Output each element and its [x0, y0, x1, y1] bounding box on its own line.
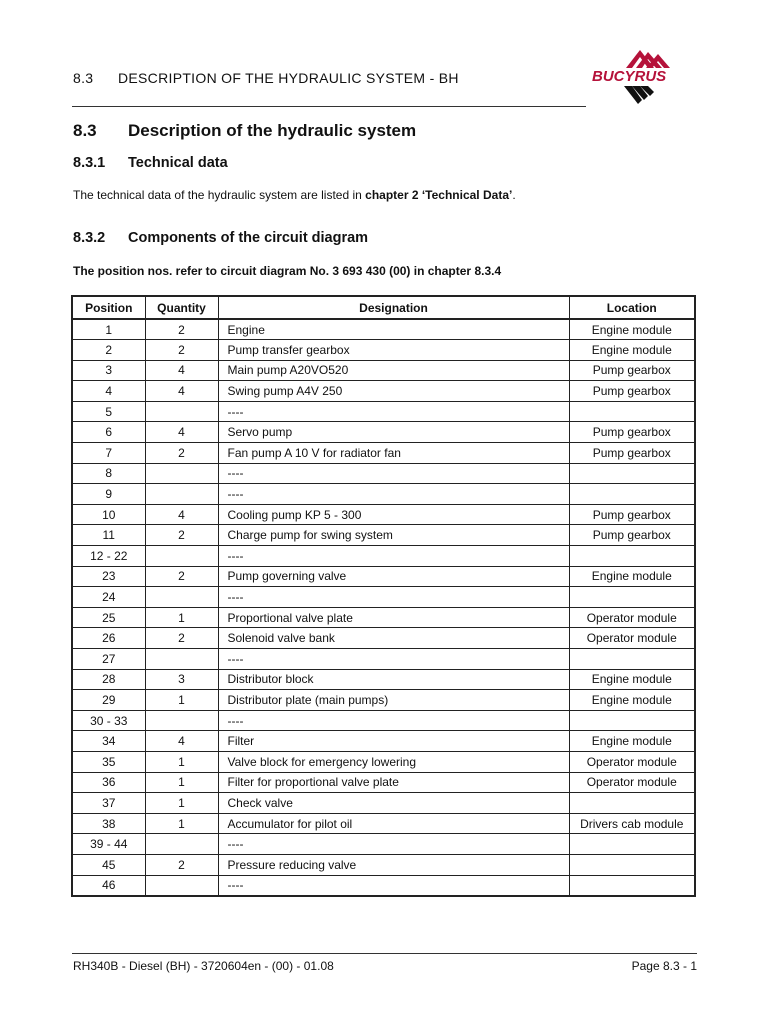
cell-quantity: 2: [145, 443, 218, 464]
cell-designation: Valve block for emergency lowering: [218, 751, 569, 772]
cell-position: 46: [72, 875, 145, 896]
cell-position: 26: [72, 628, 145, 649]
cell-location: [569, 546, 695, 567]
cell-quantity: 1: [145, 813, 218, 834]
cell-location: [569, 649, 695, 670]
table-row: [72, 546, 695, 567]
cell-location: Drivers cab module: [569, 813, 695, 834]
technical-data-title: Technical data: [128, 155, 228, 171]
technical-text-before: The technical data of the hydraulic system are listed in: [73, 188, 366, 202]
cell-quantity: [145, 710, 218, 731]
cell-designation: Filter: [218, 731, 569, 752]
cell-quantity: 2: [145, 854, 218, 875]
table-row: [72, 854, 695, 875]
cell-position: 6: [72, 422, 145, 443]
cell-quantity: 1: [145, 772, 218, 793]
components-number: 8.3.2: [73, 230, 106, 246]
table-row: [72, 401, 695, 422]
cell-position: 3: [72, 360, 145, 381]
cell-position: 28: [72, 669, 145, 690]
cell-position: 2: [72, 340, 145, 361]
cell-designation: Pump governing valve: [218, 566, 569, 587]
cell-location: [569, 710, 695, 731]
cell-location: [569, 463, 695, 484]
table-row: [72, 607, 695, 628]
cell-designation: Distributor block: [218, 669, 569, 690]
cell-quantity: 2: [145, 628, 218, 649]
technical-data-number: 8.3.1: [73, 155, 106, 171]
cell-location: Pump gearbox: [569, 381, 695, 402]
cell-position: 7: [72, 443, 145, 464]
cell-location: Engine module: [569, 731, 695, 752]
cell-position: 1: [72, 319, 145, 340]
table-row: [72, 731, 695, 752]
cell-position: 25: [72, 607, 145, 628]
cell-designation: Solenoid valve bank: [218, 628, 569, 649]
cell-position: 36: [72, 772, 145, 793]
cell-location: Pump gearbox: [569, 525, 695, 546]
cell-designation: ----: [218, 546, 569, 567]
cell-position: 45: [72, 854, 145, 875]
cell-designation: ----: [218, 463, 569, 484]
cell-location: [569, 484, 695, 505]
cell-designation: Distributor plate (main pumps): [218, 690, 569, 711]
table-row: [72, 381, 695, 402]
cell-designation: Charge pump for swing system: [218, 525, 569, 546]
table-row: [72, 587, 695, 608]
cell-designation: Filter for proportional valve plate: [218, 772, 569, 793]
main-heading-number: 8.3: [73, 121, 97, 140]
header-divider: [72, 106, 586, 107]
cell-location: Engine module: [569, 319, 695, 340]
footer-page-number: Page 8.3 - 1: [631, 959, 697, 973]
cell-position: 5: [72, 401, 145, 422]
table-row: [72, 443, 695, 464]
table-body: [72, 319, 695, 896]
cell-position: 30 - 33: [72, 710, 145, 731]
cell-designation: ----: [218, 484, 569, 505]
cell-position: 39 - 44: [72, 834, 145, 855]
cell-position: 11: [72, 525, 145, 546]
cell-location: Engine module: [569, 669, 695, 690]
column-header-location: Location: [569, 296, 695, 319]
main-heading: [73, 121, 416, 141]
cell-position: 38: [72, 813, 145, 834]
cell-location: Engine module: [569, 566, 695, 587]
cell-location: Pump gearbox: [569, 443, 695, 464]
cell-quantity: 4: [145, 731, 218, 752]
table-row: [72, 669, 695, 690]
cell-location: Engine module: [569, 340, 695, 361]
cell-location: Operator module: [569, 628, 695, 649]
cell-designation: ----: [218, 834, 569, 855]
cell-designation: Proportional valve plate: [218, 607, 569, 628]
cell-location: [569, 587, 695, 608]
cell-quantity: 2: [145, 566, 218, 587]
table-row: [72, 422, 695, 443]
cell-location: Pump gearbox: [569, 422, 695, 443]
cell-position: 29: [72, 690, 145, 711]
cell-quantity: 3: [145, 669, 218, 690]
table-row: [72, 813, 695, 834]
cell-quantity: [145, 875, 218, 896]
header-title: [73, 70, 459, 86]
cell-quantity: 1: [145, 690, 218, 711]
table-row: [72, 875, 695, 896]
table-header-row: [72, 296, 695, 319]
table-row: [72, 566, 695, 587]
cell-quantity: 2: [145, 319, 218, 340]
cell-designation: ----: [218, 401, 569, 422]
components-table: [71, 295, 696, 897]
cell-designation: ----: [218, 587, 569, 608]
table-row: [72, 710, 695, 731]
main-heading-title: Description of the hydraulic system: [128, 121, 417, 140]
header-section-title: DESCRIPTION OF THE HYDRAULIC SYSTEM - BH: [118, 70, 459, 86]
table-row: [72, 484, 695, 505]
table-row: [72, 649, 695, 670]
table-row: [72, 525, 695, 546]
header-section-number: 8.3: [73, 70, 94, 86]
cell-designation: Cooling pump KP 5 - 300: [218, 504, 569, 525]
table-row: [72, 751, 695, 772]
logo-wordmark: BUCYRUS: [592, 68, 667, 85]
cell-position: 10: [72, 504, 145, 525]
bucyrus-logo: [588, 46, 688, 108]
table-row: [72, 834, 695, 855]
cell-quantity: 1: [145, 751, 218, 772]
column-header-position: Position: [72, 296, 145, 319]
cell-location: [569, 401, 695, 422]
cell-quantity: 2: [145, 525, 218, 546]
components-heading: [73, 230, 368, 246]
logo-mark-top: [626, 50, 670, 68]
cell-position: 24: [72, 587, 145, 608]
cell-designation: Accumulator for pilot oil: [218, 813, 569, 834]
column-header-designation: Designation: [218, 296, 569, 319]
table-row: [72, 628, 695, 649]
cell-position: 12 - 22: [72, 546, 145, 567]
cell-quantity: [145, 649, 218, 670]
table-row: [72, 793, 695, 814]
cell-location: Operator module: [569, 772, 695, 793]
table-row: [72, 319, 695, 340]
table-row: [72, 360, 695, 381]
cell-designation: Fan pump A 10 V for radiator fan: [218, 443, 569, 464]
technical-text-reference: chapter 2 ‘Technical Data’: [365, 188, 513, 202]
table-row: [72, 690, 695, 711]
cell-designation: ----: [218, 875, 569, 896]
table-row: [72, 504, 695, 525]
cell-location: Pump gearbox: [569, 504, 695, 525]
cell-position: 34: [72, 731, 145, 752]
cell-designation: ----: [218, 649, 569, 670]
cell-designation: Pump transfer gearbox: [218, 340, 569, 361]
cell-quantity: 2: [145, 340, 218, 361]
cell-quantity: 1: [145, 793, 218, 814]
cell-designation: Check valve: [218, 793, 569, 814]
circuit-diagram-note: The position nos. refer to circuit diagram No. 3 693 430 (00) in chapter 8.3.4: [73, 264, 502, 278]
footer-divider: [72, 953, 697, 954]
technical-data-paragraph: [73, 188, 516, 202]
cell-location: [569, 834, 695, 855]
cell-location: Operator module: [569, 607, 695, 628]
cell-location: Operator module: [569, 751, 695, 772]
logo-mark-bottom: [624, 86, 654, 104]
cell-designation: Servo pump: [218, 422, 569, 443]
column-header-quantity: Quantity: [145, 296, 218, 319]
cell-position: 8: [72, 463, 145, 484]
footer-document-id: RH340B - Diesel (BH) - 3720604en - (00) - 01.08: [73, 959, 334, 973]
cell-quantity: 4: [145, 504, 218, 525]
cell-location: Engine module: [569, 690, 695, 711]
cell-position: 37: [72, 793, 145, 814]
cell-quantity: 1: [145, 607, 218, 628]
technical-data-heading: [73, 155, 228, 171]
cell-quantity: [145, 587, 218, 608]
table-row: [72, 772, 695, 793]
cell-designation: Engine: [218, 319, 569, 340]
table-row: [72, 340, 695, 361]
cell-position: 27: [72, 649, 145, 670]
cell-quantity: 4: [145, 422, 218, 443]
cell-location: [569, 854, 695, 875]
cell-quantity: 4: [145, 381, 218, 402]
cell-quantity: [145, 546, 218, 567]
cell-designation: Swing pump A4V 250: [218, 381, 569, 402]
cell-location: Pump gearbox: [569, 360, 695, 381]
cell-position: 4: [72, 381, 145, 402]
cell-quantity: 4: [145, 360, 218, 381]
cell-designation: Pressure reducing valve: [218, 854, 569, 875]
cell-position: 35: [72, 751, 145, 772]
cell-designation: Main pump A20VO520: [218, 360, 569, 381]
cell-quantity: [145, 401, 218, 422]
cell-quantity: [145, 484, 218, 505]
technical-text-after: .: [512, 188, 516, 202]
table-row: [72, 463, 695, 484]
cell-quantity: [145, 834, 218, 855]
cell-designation: ----: [218, 710, 569, 731]
components-title: Components of the circuit diagram: [128, 230, 369, 246]
cell-location: [569, 875, 695, 896]
cell-quantity: [145, 463, 218, 484]
cell-position: 23: [72, 566, 145, 587]
cell-location: [569, 793, 695, 814]
cell-position: 9: [72, 484, 145, 505]
